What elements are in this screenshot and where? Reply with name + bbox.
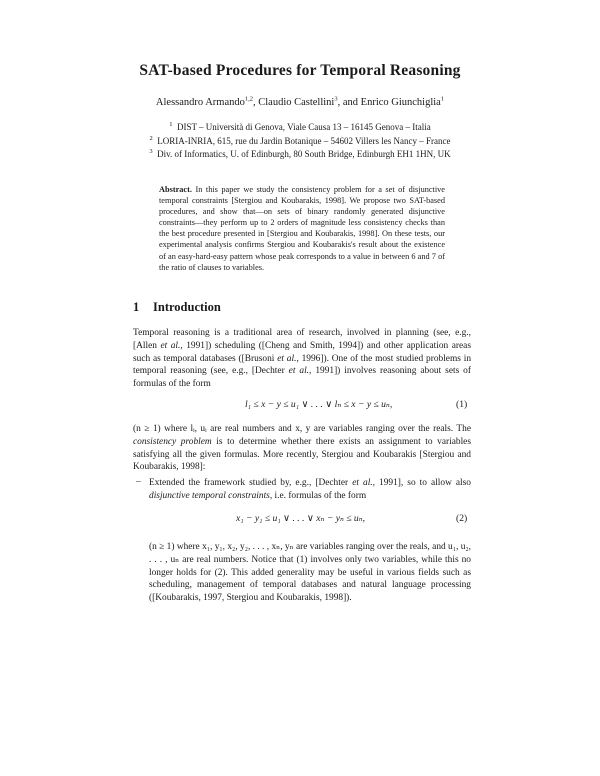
text-run: , 1991], so to allow also <box>372 478 471 488</box>
text-run-italic: consistency problem <box>133 436 212 447</box>
author-line <box>0 97 600 108</box>
affiliation-text: Div. of Informatics, U. of Edinburgh, 80 South Bridge, Edinburgh EH1 1HN, UK <box>157 149 451 160</box>
author-name: Alessandro Armando <box>155 97 245 108</box>
author-affil-mark: 1 <box>440 95 445 103</box>
text-run-italic: et al. <box>160 340 181 351</box>
affiliation-line <box>0 148 600 162</box>
affiliation-mark: 1 <box>169 121 173 128</box>
equation-2-number: (2) <box>456 513 468 524</box>
text-run: , 1991]) involves reasoning about sets of formulas of the form <box>133 366 471 390</box>
author-separator: , and <box>337 97 361 108</box>
abstract-label: Abstract. <box>159 185 192 194</box>
bullet-dash: – <box>136 477 141 487</box>
author-name: Claudio Castellini <box>258 97 335 108</box>
affiliation-text: DIST – Università di Genova, Viale Causa 13 – 16145 Genova – Italia <box>176 122 431 132</box>
affiliation-text: LORIA-INRIA, 615, rue du Jardin Botanique – 54602 Villers les Nancy – France <box>157 135 451 146</box>
affiliation-mark: 3 <box>149 148 153 156</box>
author-affil-mark: 1,2 <box>244 95 253 103</box>
affiliation-mark: 2 <box>149 134 153 142</box>
author-affil-mark: 3 <box>334 95 338 103</box>
text-run-italic: et al. <box>288 366 310 377</box>
equation-2: x₁ − y₁ ≤ u₁ ∨ . . . ∨ xₙ − yₙ ≤ uₙ, <box>236 513 365 524</box>
text-run-italic: et al. <box>277 353 297 364</box>
text-run: (n ≥ 1) where lᵢ, uᵢ are real numbers and x, y are variables ranging over the reals. The <box>133 424 471 434</box>
text-run: , 1996]). One of the most studied problems in temporal reasoning (see, e.g., [Dechter <box>133 353 472 377</box>
author-separator: , <box>252 97 259 108</box>
author-name: Enrico Giunchiglia <box>360 97 441 108</box>
intro-paragraph-2 <box>133 423 471 474</box>
abstract <box>159 184 445 273</box>
equation-1: l₁ ≤ x − y ≤ u₁ ∨ . . . ∨ lₙ ≤ x − y ≤ uₙ, <box>245 399 393 410</box>
text-run-italic: disjunctive temporal constraints <box>149 490 270 501</box>
text-run: Extended the framework studied by, e.g., [Dechter <box>149 478 353 488</box>
section-heading <box>133 300 221 315</box>
paper-title: SAT-based Procedures for Temporal Reasoning <box>139 62 461 79</box>
text-run: Temporal reasoning is a traditional area of research, involved in planning (see, e.g., [Allen <box>133 328 471 351</box>
bullet-item <box>149 477 471 503</box>
affiliations <box>0 121 600 162</box>
bullet-continuation-paragraph: (n ≥ 1) where x₁, y₁, x₂, y₂, . . . , xₙ, yₙ are variables ranging over the reals, and u₁, u₂, . . . , uₙ are real numbers. Notice that (1) involves only two variables, while this no longer holds for (2). This added generality may be useful in various fields such as scheduling, management of temporal databases and natural language processing ([Koubarakis, 1997, Stergiou and Koubarakis, 1998]). <box>149 542 471 604</box>
section-title: Introduction <box>153 300 221 314</box>
affiliation-line <box>0 121 600 135</box>
text-run: is to determine whether there exists an assignment to variables satisfying all the given formulas. More recently, Stergiou and Koubarakis [Stergiou and Koubarakis, 1998]: <box>133 436 471 473</box>
text-run-italic: et al. <box>352 478 373 488</box>
text-run: , 1991]) scheduling ([Cheng and Smith, 1994]) and other application areas such as temporal databases ([Brusoni <box>133 340 471 364</box>
section-number: 1 <box>133 300 140 314</box>
text-run: , i.e. formulas of the form <box>269 490 367 501</box>
abstract-text: In this paper we study the consistency problem for a set of disjunctive temporal constraints [Stergiou and Koubarakis, 1998]. We propose two SAT-based procedures, and show that—on sets of binary randomly generated disjunctive constraints—they perform up to 2 orders of magnitude less consistency checks than the best procedure presented in [Stergiou and Koubarakis, 1998]. On these tests, our experimental analysis confirms Stergiou and Koubarakis's result about the existence of an easy-hard-easy pattern whose peak corresponds to a value in between 6 and 7 of the ratio of clauses to variables. <box>159 185 445 272</box>
intro-paragraph-1 <box>133 327 471 391</box>
affiliation-line <box>0 135 600 149</box>
equation-1-number: (1) <box>456 399 468 410</box>
